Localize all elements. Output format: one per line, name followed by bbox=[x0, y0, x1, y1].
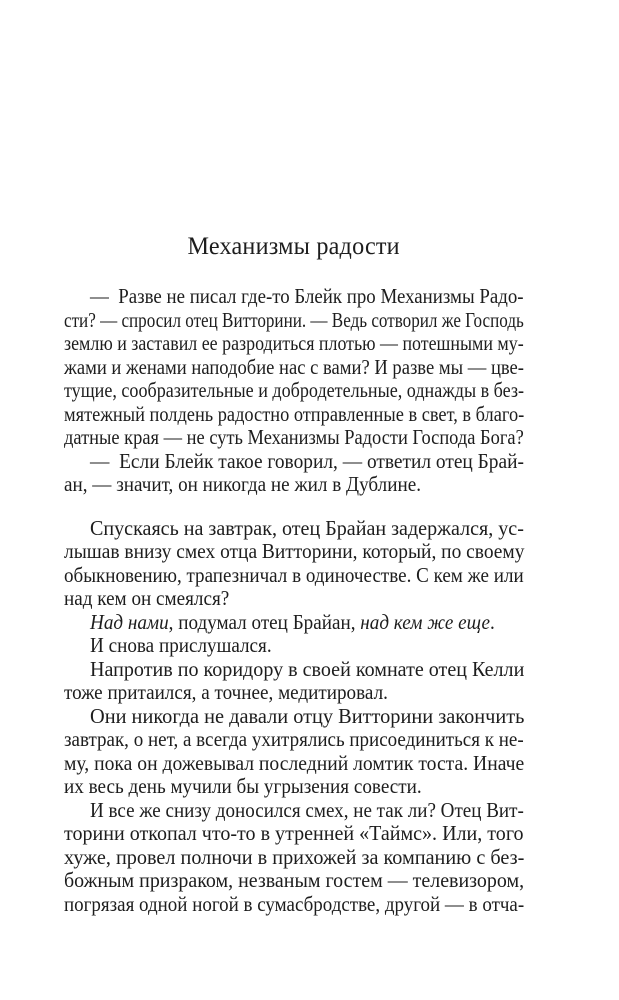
text-segment: их весь день мучили бы угрызения совести. bbox=[64, 774, 422, 798]
text-segment: божным призраком, незваным гостем — телевизором, bbox=[64, 868, 525, 892]
text-line bbox=[64, 285, 524, 309]
text-segment: ан, — значит, он никогда не жил в Дублине. bbox=[64, 472, 421, 496]
text-line-content bbox=[64, 379, 524, 403]
chapter-title-text: Механизмы радости bbox=[187, 233, 401, 260]
paragraph bbox=[64, 611, 524, 635]
text-line bbox=[64, 752, 524, 776]
text-line-content bbox=[90, 611, 495, 635]
text-segment: . bbox=[490, 609, 495, 634]
text-line-content bbox=[64, 356, 524, 380]
text-line-content bbox=[90, 705, 524, 729]
text-line-content bbox=[64, 309, 524, 333]
text-line-content bbox=[64, 728, 524, 752]
text-segment: И снова прислушался. bbox=[90, 633, 272, 657]
text-line-content bbox=[64, 775, 422, 799]
text-line-content bbox=[64, 893, 524, 917]
text-line bbox=[64, 681, 524, 705]
text-line-content bbox=[64, 473, 421, 497]
text-segment: , подумал отец Брайан, bbox=[168, 609, 361, 634]
text-line-content bbox=[64, 564, 524, 588]
text-line bbox=[64, 540, 524, 564]
text-segment: над кем он смеялся? bbox=[64, 586, 230, 610]
text-line-content bbox=[64, 752, 524, 776]
text-line bbox=[64, 658, 524, 682]
text-segment: хуже, провел полночи в прихожей за компанию с без- bbox=[64, 844, 525, 869]
text-line bbox=[64, 799, 524, 823]
text-line bbox=[64, 309, 524, 333]
text-segment: — Разве не писал где-то Блейк про Механизмы Радо- bbox=[90, 284, 524, 308]
paragraph bbox=[64, 285, 524, 450]
italic-text-segment: над кем же еще bbox=[360, 609, 491, 634]
text-segment: сти? — спросил отец Витторини. — Ведь сотворил же Господь bbox=[64, 307, 524, 332]
text-line bbox=[64, 473, 524, 497]
text-line bbox=[64, 426, 524, 450]
text-line bbox=[64, 450, 524, 474]
text-line-content bbox=[64, 822, 524, 846]
text-segment: му, пока он дожевывал последний ломтик тоста. Иначе bbox=[64, 750, 525, 775]
chapter-title bbox=[64, 233, 524, 261]
text-line bbox=[64, 611, 524, 635]
text-segment: жами и женами наподобие нас с вами? И разве мы — цве- bbox=[64, 354, 524, 379]
text-segment: мятежный полдень радостно отправленные в свет, в благо- bbox=[64, 401, 525, 426]
text-line-content bbox=[64, 587, 229, 611]
text-line bbox=[64, 332, 524, 356]
text-segment: датные края — не суть Механизмы Радости Господа Бога? bbox=[64, 425, 524, 449]
text-segment: Напротив по коридору в своей комнате отец Келли bbox=[90, 656, 525, 681]
text-line bbox=[64, 869, 524, 893]
text-line-content bbox=[90, 517, 524, 541]
text-segment: обыкновению, трапезничал в одиночестве. С кем же или bbox=[64, 562, 524, 587]
text-line-content bbox=[64, 540, 524, 564]
text-segment: погрязая одной ногой в сумасбродстве, другой — в отча- bbox=[64, 891, 525, 916]
body-text bbox=[64, 285, 524, 916]
text-line-content bbox=[90, 285, 524, 309]
text-segment: тущие, сообразительные и добродетельные, однажды в без- bbox=[64, 378, 525, 402]
text-segment: завтрак, о нет, а всегда ухитрялись присоединиться к не- bbox=[64, 727, 524, 751]
text-segment: тоже притаился, а точнее, медитировал. bbox=[64, 680, 388, 704]
text-line bbox=[64, 587, 524, 611]
text-line bbox=[64, 379, 524, 403]
text-segment: Спускаясь на завтрак, отец Брайан задержался, ус- bbox=[90, 515, 524, 540]
text-line-content bbox=[90, 450, 524, 474]
text-segment: И все же снизу доносился смех, не так ли? Отец Вит- bbox=[90, 797, 524, 822]
text-line-content bbox=[64, 681, 388, 705]
text-line bbox=[64, 846, 524, 870]
text-line-content bbox=[64, 403, 524, 427]
text-line bbox=[64, 356, 524, 380]
text-line bbox=[64, 893, 524, 917]
text-line-content bbox=[64, 869, 524, 893]
paragraph bbox=[64, 634, 524, 658]
text-segment: Они никогда не давали отцу Витторини закончить bbox=[90, 703, 525, 728]
text-segment: торини откопал что-то в утренней «Таймс». Или, того bbox=[64, 821, 524, 845]
text-line bbox=[64, 634, 524, 658]
text-line bbox=[64, 517, 524, 541]
text-line bbox=[64, 728, 524, 752]
paragraph bbox=[64, 450, 524, 497]
text-line bbox=[64, 822, 524, 846]
paragraph bbox=[64, 517, 524, 611]
text-line bbox=[64, 775, 524, 799]
text-segment: — Если Блейк такое говорил, — ответил отец Брай- bbox=[90, 448, 524, 473]
text-line bbox=[64, 705, 524, 729]
paragraph bbox=[64, 705, 524, 799]
text-line-content bbox=[90, 799, 524, 823]
paragraph bbox=[64, 658, 524, 705]
text-line-content bbox=[90, 658, 524, 682]
text-line-content bbox=[90, 634, 272, 658]
text-segment: землю и заставил ее разродиться плотью — потешными му- bbox=[64, 331, 524, 355]
text-line bbox=[64, 564, 524, 588]
paragraph bbox=[64, 799, 524, 917]
text-line-content bbox=[64, 332, 524, 356]
text-segment: лышав внизу смех отца Витторини, который, по своему bbox=[64, 539, 525, 563]
text-line bbox=[64, 403, 524, 427]
text-line-content bbox=[64, 846, 524, 870]
italic-text-segment: Над нами bbox=[90, 609, 169, 634]
text-line-content bbox=[64, 426, 524, 450]
